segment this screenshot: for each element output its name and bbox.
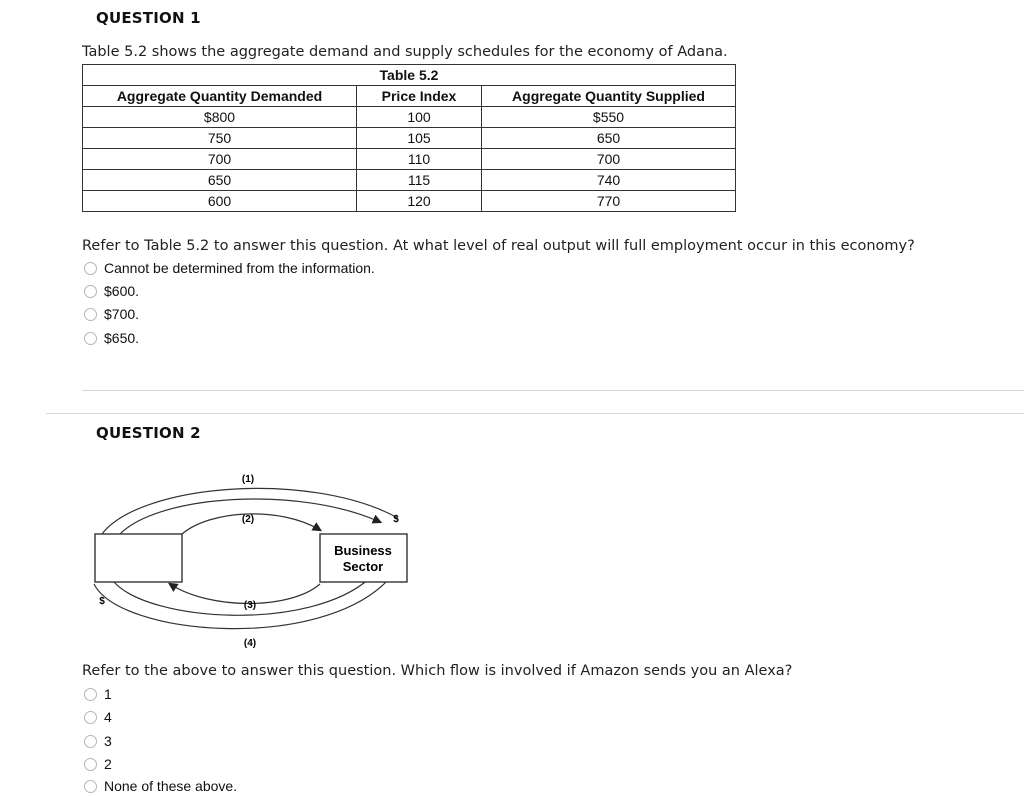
radio-button[interactable]	[84, 711, 97, 724]
cell-supplied: 700	[482, 149, 736, 170]
household-box	[95, 534, 182, 582]
question-1-title: QUESTION 1	[96, 9, 201, 27]
table-5-2	[82, 64, 736, 212]
q1-option-4[interactable]	[84, 330, 139, 346]
table-row	[83, 149, 736, 170]
question-1-prompt: Refer to Table 5.2 to answer this question. At what level of real output will full employment occur in this economy?	[82, 238, 915, 254]
option-label: $700.	[104, 306, 140, 322]
cell-demanded: 750	[83, 128, 357, 149]
cell-demanded: 600	[83, 191, 357, 212]
cell-supplied: 740	[482, 170, 736, 191]
q2-option-3[interactable]	[84, 733, 112, 749]
question-1-intro: Table 5.2 shows the aggregate demand and supply schedules for the economy of Adana.	[82, 44, 728, 60]
cell-demanded: 700	[83, 149, 357, 170]
cell-demanded: 650	[83, 170, 357, 191]
table-caption: Table 5.2	[83, 65, 736, 86]
dollar-label-right: $	[393, 514, 399, 525]
divider	[46, 413, 1024, 414]
business-label-line1: Business	[334, 543, 392, 558]
table-row	[83, 170, 736, 191]
q2-option-5[interactable]	[84, 778, 237, 794]
option-label: $650.	[104, 330, 140, 346]
cell-supplied: $550	[482, 107, 736, 128]
radio-button[interactable]	[84, 332, 97, 345]
business-sector-box	[320, 534, 407, 582]
circular-flow-diagram	[80, 462, 420, 658]
flow-label-3: (3)	[243, 600, 257, 611]
option-label: 2	[104, 756, 112, 772]
outer-flow-top-outer	[102, 488, 398, 534]
radio-button[interactable]	[84, 262, 97, 275]
table-row	[83, 191, 736, 212]
q1-option-3[interactable]	[84, 306, 139, 322]
radio-button[interactable]	[84, 735, 97, 748]
radio-button[interactable]	[84, 758, 97, 771]
option-label: $600.	[104, 283, 140, 299]
table-row	[83, 107, 736, 128]
cell-price: 100	[357, 107, 482, 128]
cell-price: 105	[357, 128, 482, 149]
option-label: 4	[104, 709, 112, 725]
header-quantity-supplied: Aggregate Quantity Supplied	[482, 86, 736, 107]
cell-demanded: $800	[83, 107, 357, 128]
option-label: None of these above.	[104, 778, 238, 794]
q1-option-2[interactable]	[84, 283, 139, 299]
radio-button[interactable]	[84, 688, 97, 701]
outer-flow-bottom-outer	[94, 580, 388, 629]
dollar-label-left: $	[99, 596, 105, 607]
table-row	[83, 128, 736, 149]
q2-option-2[interactable]	[84, 709, 112, 725]
radio-button[interactable]	[84, 285, 97, 298]
option-label: Cannot be determined from the information.	[104, 260, 375, 276]
outer-flow-bottom-inner	[114, 578, 370, 615]
cell-price: 120	[357, 191, 482, 212]
header-price-index: Price Index	[357, 86, 482, 107]
q2-option-4[interactable]	[84, 756, 112, 772]
cell-supplied: 650	[482, 128, 736, 149]
q1-option-1[interactable]	[84, 260, 375, 276]
cell-supplied: 770	[482, 191, 736, 212]
cell-price: 110	[357, 149, 482, 170]
business-label-line2: Sector	[342, 559, 384, 574]
q2-option-1[interactable]	[84, 686, 112, 702]
question-2-prompt: Refer to the above to answer this question. Which flow is involved if Amazon sends you an Alexa?	[82, 663, 793, 679]
flow-label-1: (1)	[241, 474, 255, 485]
radio-button[interactable]	[84, 780, 97, 793]
question-2-title: QUESTION 2	[96, 424, 201, 442]
header-quantity-demanded: Aggregate Quantity Demanded	[83, 86, 357, 107]
divider	[82, 390, 1024, 391]
cell-price: 115	[357, 170, 482, 191]
option-label: 1	[104, 686, 112, 702]
flow-label-4: (4)	[243, 638, 257, 649]
option-label: 3	[104, 733, 112, 749]
radio-button[interactable]	[84, 308, 97, 321]
flow-label-2: (2)	[241, 514, 255, 525]
